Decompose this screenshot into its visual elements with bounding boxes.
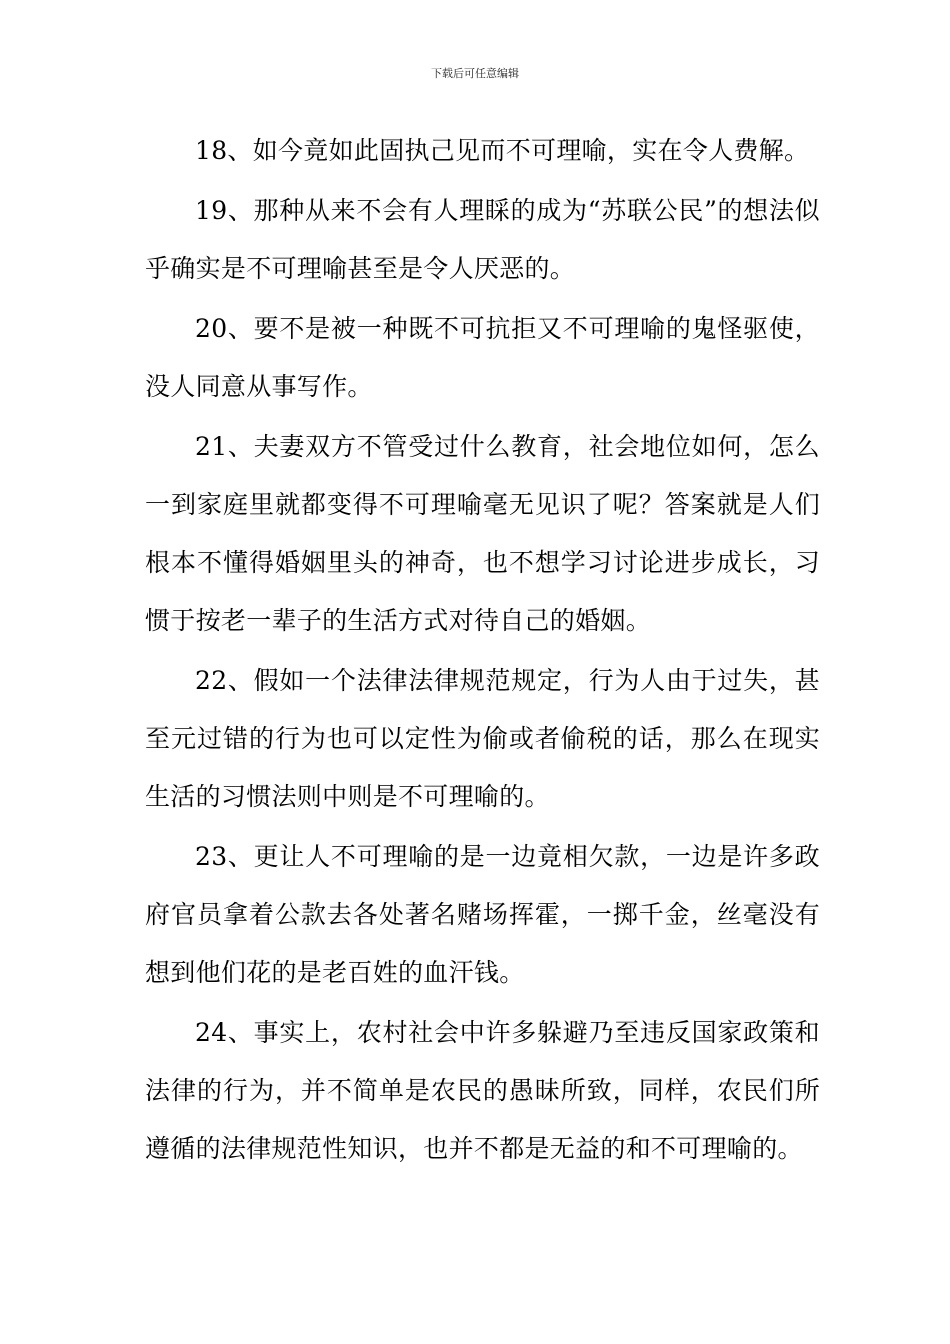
page-header: 下载后可任意编辑 <box>431 67 519 80</box>
paragraph-18: 18、如今竟如此固执己见而不可理喻，实在令人费解。 <box>195 136 810 165</box>
paragraph-24: 24、事实上，农村社会中许多躲避乃至违反国家政策和法律的行为，并不简单是农民的愚昧所致，同样，农民们所遵循的法律规范性知识，也并不都是无益的和不可理喻的。 <box>145 1018 820 1163</box>
paragraph-23: 23、更让人不可理喻的是一边竟相欠款，一边是许多政府官员拿着公款去各处著名赌场挥霍，一掷千金，丝毫没有想到他们花的是老百姓的血汗钱。 <box>145 842 820 987</box>
paragraph-21: 21、夫妻双方不管受过什么教育，社会地位如何，怎么一到家庭里就都变得不可理喻毫无见识了呢？答案就是人们根本不懂得婚姻里头的神奇，也不想学习讨论进步成长，习惯于按老一辈子的生活方式对待自己的婚姻。 <box>145 432 820 635</box>
paragraph-22: 22、假如一个法律法律规范规定，行为人由于过失，甚至元过错的行为也可以定性为偷或者偷税的话，那么在现实生活的习惯法则中则是不可理喻的。 <box>145 666 820 811</box>
paragraph-20: 20、要不是被一种既不可抗拒又不可理喻的鬼怪驱使，没人同意从事写作。 <box>145 314 820 401</box>
document-body <box>145 122 820 1180</box>
paragraph-19: 19、那种从来不会有人理睬的成为“苏联公民”的想法似乎确实是不可理喻甚至是令人厌恶的。 <box>145 196 820 283</box>
